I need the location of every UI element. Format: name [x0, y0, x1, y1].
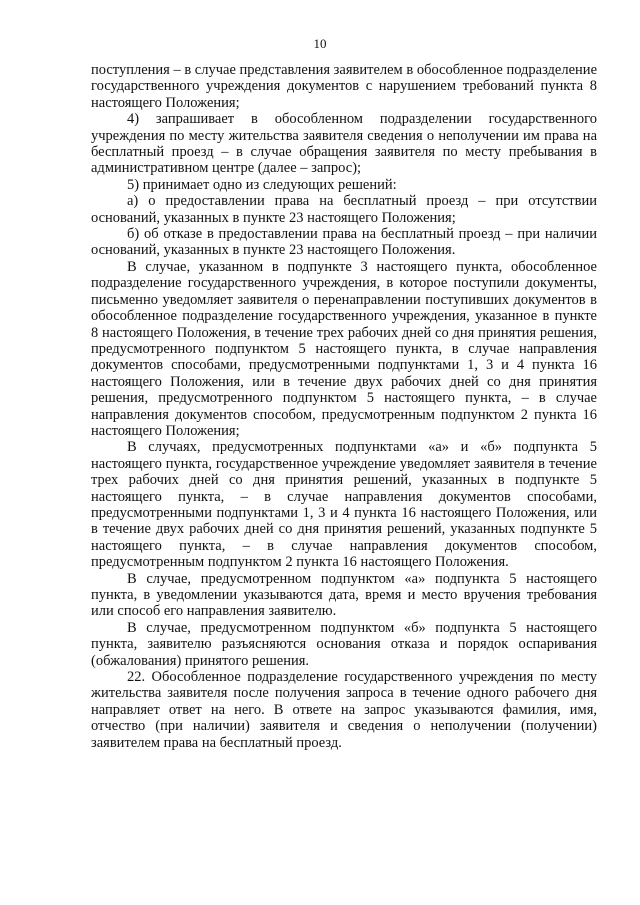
paragraph-decision-notice: В случаях, предусмотренных подпунктами «а» и «б» подпункта 5 настоящего пункта, государственное учреждение уведомляет заявителя в течение трех рабочих дней со дня принятия решений, указанных в подпункте 5 настоящего пункта, – в случае направления документов способами, предусмотренными подпунктами 1, 3 и 4 пункта 16 настоящего Положения, или в течение двух рабочих дней со дня принятия решений, указанных подпункте 5 настоящего пункта, – в случае направления документов способом, предусмотренным подпунктом 2 пункта 16 настоящего Положения. [91, 439, 597, 571]
paragraph-redirect-notice: В случае, указанном в подпункте 3 настоящего пункта, обособленное подразделение государственного учреждения, в которое поступили документы, письменно уведомляет заявителя о перенаправлении поступивших документов в обособленное подразделение государственного учреждения, указанное в пункте 8 настоящего Положения, в течение трех рабочих дней со дня принятия решения, предусмотренного подпунктом 5 настоящего пункта, в случае направления документов способами, предусмотренными подпунктами 1, 3 и 4 пункта 16 настоящего Положения, или в течение двух рабочих дней со дня принятия решения, предусмотренного подпунктом 5 настоящего пункта, – в случае направления документов способом, предусмотренным подпунктом 2 пункта 16 настоящего Положения; [91, 258, 597, 439]
paragraph-item-4: 4) запрашивает в обособленном подразделении государственного учреждения по месту жительства заявителя сведения о неполучении им права на бесплатный проезд – в случае обращения заявителя по месту пребывания в административном центре (далее – запрос); [91, 111, 597, 177]
page-number: 10 [313, 36, 327, 51]
paragraph-subitem-b: б) об отказе в предоставлении права на бесплатный проезд – при наличии оснований, указанных в пункте 23 настоящего Положения. [91, 226, 597, 259]
document-body [91, 62, 597, 751]
paragraph-grant-notice: В случае, предусмотренном подпунктом «а» подпункта 5 настоящего пункта, в уведомлении указываются дата, время и место вручения требования или способ его направления заявителю. [91, 570, 597, 620]
paragraph-item-5: 5) принимает одно из следующих решений: [127, 176, 397, 193]
paragraph-clause-22: 22. Обособленное подразделение государственного учреждения по месту жительства заявителя после получения запроса в течение одного рабочего дня направляет ответ на него. В ответе на запрос указываются фамилия, имя, отчество (при наличии) заявителя и сведения о неполучении (получении) заявителем права на бесплатный проезд. [91, 669, 597, 751]
paragraph-continuation: поступления – в случае представления заявителем в обособленное подразделение государственного учреждения документов с нарушением требований пункта 8 настоящего Положения; [91, 62, 597, 111]
paragraph-subitem-a: а) о предоставлении права на бесплатный проезд – при отсутствии оснований, указанных в пункте 23 настоящего Положения; [91, 193, 597, 226]
paragraph-refusal-notice: В случае, предусмотренном подпунктом «б» подпункта 5 настоящего пункта, заявителю разъясняются основания отказа и порядок оспаривания (обжалования) принятого решения. [91, 619, 597, 669]
